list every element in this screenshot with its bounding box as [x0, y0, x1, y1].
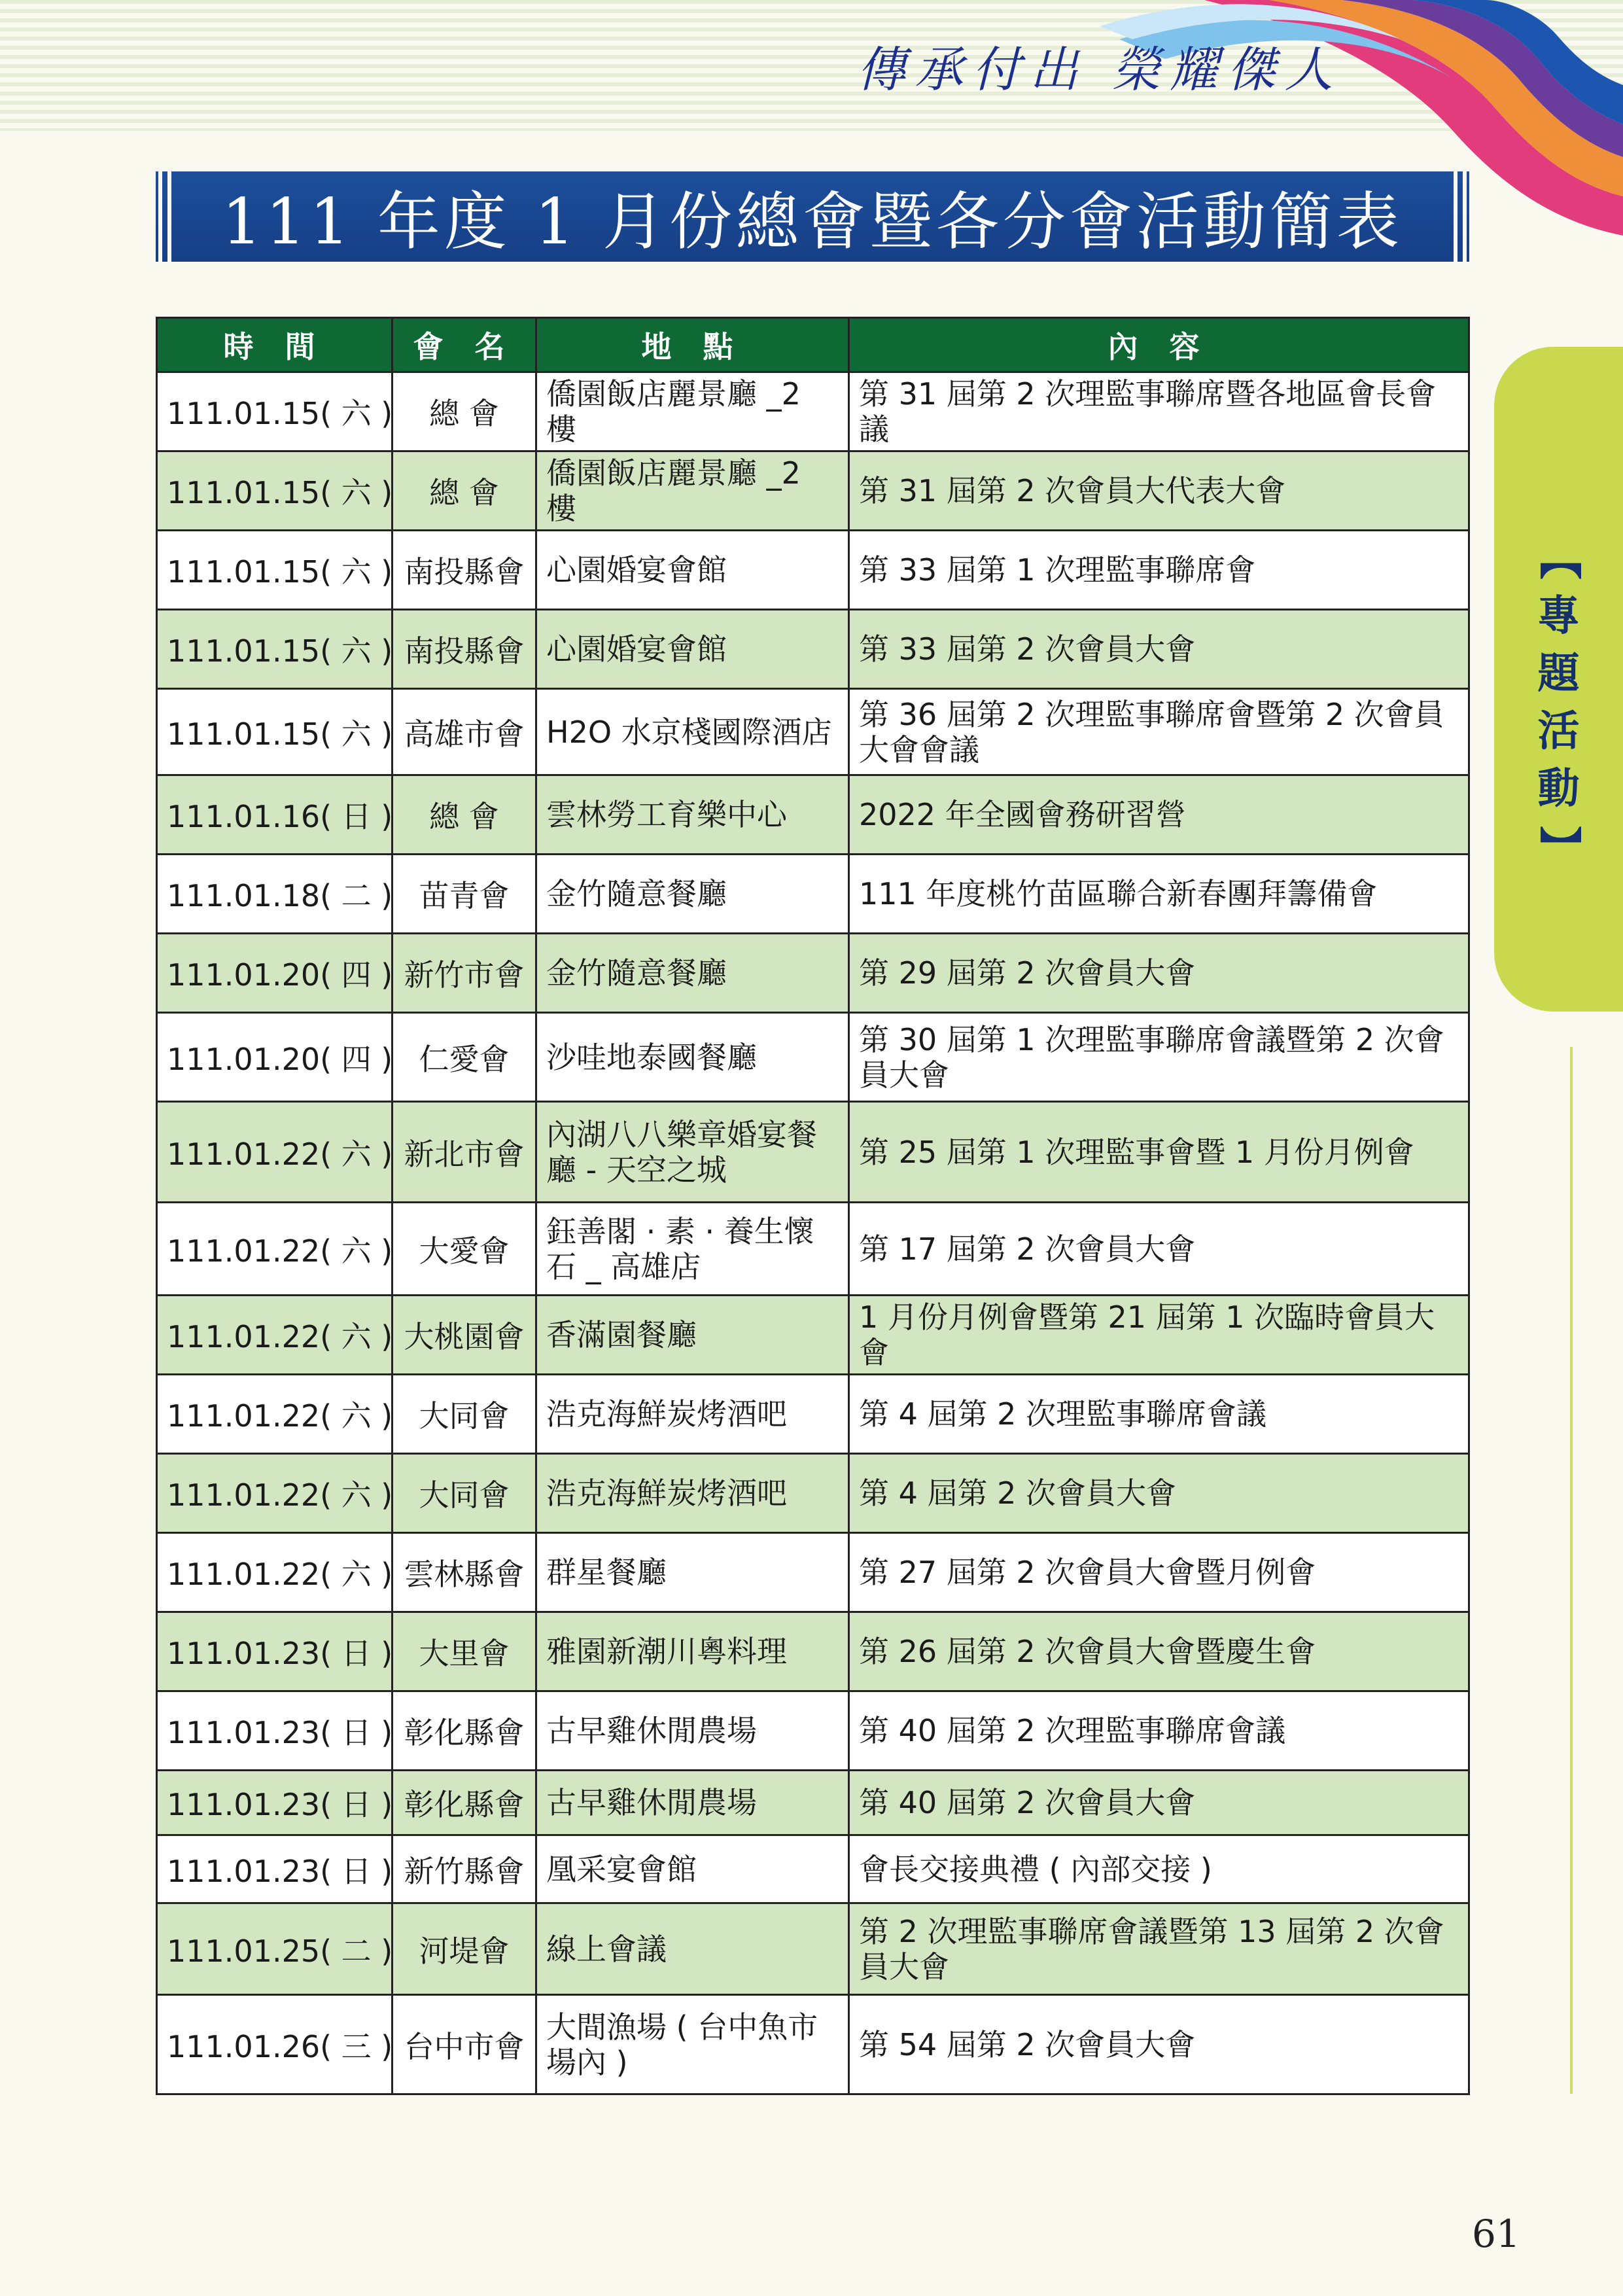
- cell-org: 大桃園會: [393, 1296, 536, 1375]
- slogan: 傳承付出 榮耀傑人: [857, 42, 1342, 98]
- cell-content: 第 31 屆第 2 次理監事聯席暨各地區會長會議: [849, 372, 1469, 451]
- cell-place: 金竹隨意餐廳: [536, 855, 849, 934]
- cell-place: 鈺善閣 · 素 · 養生懷石 _ 高雄店: [536, 1203, 849, 1296]
- cell-date: 111.01.26( 三 ): [157, 1995, 393, 2094]
- cell-place: 線上會議: [536, 1903, 849, 1995]
- cell-content: 第 25 屆第 1 次理監事會暨 1 月份月例會: [849, 1102, 1469, 1203]
- cell-org: 高雄市會: [393, 689, 536, 775]
- cell-content: 第 2 次理監事聯席會議暨第 13 屆第 2 次會員大會: [849, 1903, 1469, 1995]
- table-row: [157, 934, 1469, 1013]
- table-row: [157, 1375, 1469, 1454]
- cell-place: 大間漁場 ( 台中魚市場內 ): [536, 1995, 849, 2094]
- cell-org: 彰化縣會: [393, 1771, 536, 1835]
- cell-org: 新竹縣會: [393, 1835, 536, 1903]
- cell-date: 111.01.15( 六 ): [157, 372, 393, 451]
- cell-date: 111.01.23( 日 ): [157, 1835, 393, 1903]
- cell-org: 台中市會: [393, 1995, 536, 2094]
- cell-content: 1 月份月例會暨第 21 屆第 1 次臨時會員大會: [849, 1296, 1469, 1375]
- cell-org: 大同會: [393, 1454, 536, 1533]
- cell-date: 111.01.15( 六 ): [157, 531, 393, 610]
- table-row: [157, 1771, 1469, 1835]
- cell-place: 心園婚宴會館: [536, 610, 849, 689]
- cell-date: 111.01.16( 日 ): [157, 775, 393, 855]
- cell-place: 內湖八八樂章婚宴餐廳 - 天空之城: [536, 1102, 849, 1203]
- cell-content: 111 年度桃竹苗區聯合新春團拜籌備會: [849, 855, 1469, 934]
- cell-place: 群星餐廳: [536, 1533, 849, 1612]
- cell-org: 大同會: [393, 1375, 536, 1454]
- cell-org: 大里會: [393, 1612, 536, 1691]
- table-row: [157, 855, 1469, 934]
- table-row: [157, 1013, 1469, 1102]
- cell-content: 第 54 屆第 2 次會員大會: [849, 1995, 1469, 2094]
- section-tab: [1494, 347, 1623, 1012]
- cell-org: 彰化縣會: [393, 1691, 536, 1771]
- cell-place: 僑園飯店麗景廳 _2 樓: [536, 451, 849, 531]
- cell-content: 第 4 屆第 2 次理監事聯席會議: [849, 1375, 1469, 1454]
- header-content: 內 容: [849, 318, 1469, 372]
- cell-date: 111.01.20( 四 ): [157, 1013, 393, 1102]
- cell-date: 111.01.22( 六 ): [157, 1203, 393, 1296]
- header-place: 地 點: [536, 318, 849, 372]
- cell-place: 雲林勞工育樂中心: [536, 775, 849, 855]
- table-row: [157, 1903, 1469, 1995]
- cell-content: 第 40 屆第 2 次會員大會: [849, 1771, 1469, 1835]
- cell-org: 南投縣會: [393, 610, 536, 689]
- cell-place: 古早雞休閒農場: [536, 1771, 849, 1835]
- cell-place: 雅園新潮川粵料理: [536, 1612, 849, 1691]
- cell-date: 111.01.22( 六 ): [157, 1375, 393, 1454]
- cell-content: 第 33 屆第 1 次理監事聯席會: [849, 531, 1469, 610]
- cell-date: 111.01.25( 二 ): [157, 1903, 393, 1995]
- cell-org: 南投縣會: [393, 531, 536, 610]
- cell-date: 111.01.15( 六 ): [157, 451, 393, 531]
- cell-content: 第 4 屆第 2 次會員大會: [849, 1454, 1469, 1533]
- cell-content: 2022 年全國會務研習營: [849, 775, 1469, 855]
- cell-content: 會長交接典禮 ( 內部交接 ): [849, 1835, 1469, 1903]
- table-row: [157, 1835, 1469, 1903]
- cell-place: 心園婚宴會館: [536, 531, 849, 610]
- cell-date: 111.01.20( 四 ): [157, 934, 393, 1013]
- cell-place: 金竹隨意餐廳: [536, 934, 849, 1013]
- cell-content: 第 33 屆第 2 次會員大會: [849, 610, 1469, 689]
- cell-content: 第 26 屆第 2 次會員大會暨慶生會: [849, 1612, 1469, 1691]
- cell-content: 第 40 屆第 2 次理監事聯席會議: [849, 1691, 1469, 1771]
- cell-org: 仁愛會: [393, 1013, 536, 1102]
- cell-place: 凰采宴會館: [536, 1835, 849, 1903]
- cell-org: 總 會: [393, 451, 536, 531]
- cell-content: 第 17 屆第 2 次會員大會: [849, 1203, 1469, 1296]
- cell-place: 浩克海鮮炭烤酒吧: [536, 1454, 849, 1533]
- table-row: [157, 1995, 1469, 2094]
- cell-content: 第 31 屆第 2 次會員大代表大會: [849, 451, 1469, 531]
- cell-place: 香滿園餐廳: [536, 1296, 849, 1375]
- table-row: [157, 372, 1469, 451]
- cell-date: 111.01.22( 六 ): [157, 1454, 393, 1533]
- page-title: 111 年度 1 月份總會暨各分會活動簡表: [222, 185, 1403, 258]
- cell-date: 111.01.22( 六 ): [157, 1296, 393, 1375]
- cell-place: H2O 水京棧國際酒店: [536, 689, 849, 775]
- header-time: 時 間: [157, 318, 393, 372]
- table-header-row: [157, 318, 1469, 372]
- cell-org: 總 會: [393, 372, 536, 451]
- table-row: [157, 1454, 1469, 1533]
- activities-table: [156, 317, 1470, 2095]
- table-row: [157, 1102, 1469, 1203]
- table-row: [157, 610, 1469, 689]
- section-tab-label: 【 專 題 活 動 】: [1534, 538, 1583, 868]
- cell-org: 河堤會: [393, 1903, 536, 1995]
- cell-content: 第 36 屆第 2 次理監事聯席會暨第 2 次會員大會會議: [849, 689, 1469, 775]
- cell-content: 第 30 屆第 1 次理監事聯席會議暨第 2 次會員大會: [849, 1013, 1469, 1102]
- table-row: [157, 531, 1469, 610]
- page-number: 61: [1472, 2212, 1520, 2256]
- cell-org: 雲林縣會: [393, 1533, 536, 1612]
- cell-date: 111.01.22( 六 ): [157, 1102, 393, 1203]
- title-banner: [156, 171, 1469, 262]
- cell-place: 僑園飯店麗景廳 _2 樓: [536, 372, 849, 451]
- cell-org: 大愛會: [393, 1203, 536, 1296]
- cell-date: 111.01.23( 日 ): [157, 1612, 393, 1691]
- cell-date: 111.01.15( 六 ): [157, 610, 393, 689]
- cell-content: 第 29 屆第 2 次會員大會: [849, 934, 1469, 1013]
- cell-org: 新北市會: [393, 1102, 536, 1203]
- table-row: [157, 1612, 1469, 1691]
- cell-org: 新竹市會: [393, 934, 536, 1013]
- cell-date: 111.01.22( 六 ): [157, 1533, 393, 1612]
- cell-place: 浩克海鮮炭烤酒吧: [536, 1375, 849, 1454]
- table-row: [157, 1296, 1469, 1375]
- table-row: [157, 1691, 1469, 1771]
- cell-org: 苗青會: [393, 855, 536, 934]
- side-divider: [1570, 1047, 1573, 2094]
- table-row: [157, 451, 1469, 531]
- cell-date: 111.01.23( 日 ): [157, 1771, 393, 1835]
- cell-content: 第 27 屆第 2 次會員大會暨月例會: [849, 1533, 1469, 1612]
- header-org: 會 名: [393, 318, 536, 372]
- cell-date: 111.01.23( 日 ): [157, 1691, 393, 1771]
- cell-org: 總 會: [393, 775, 536, 855]
- cell-date: 111.01.18( 二 ): [157, 855, 393, 934]
- table-row: [157, 775, 1469, 855]
- cell-place: 古早雞休閒農場: [536, 1691, 849, 1771]
- cell-place: 沙哇地泰國餐廳: [536, 1013, 849, 1102]
- table-row: [157, 1203, 1469, 1296]
- cell-date: 111.01.15( 六 ): [157, 689, 393, 775]
- table-row: [157, 689, 1469, 775]
- table-row: [157, 1533, 1469, 1612]
